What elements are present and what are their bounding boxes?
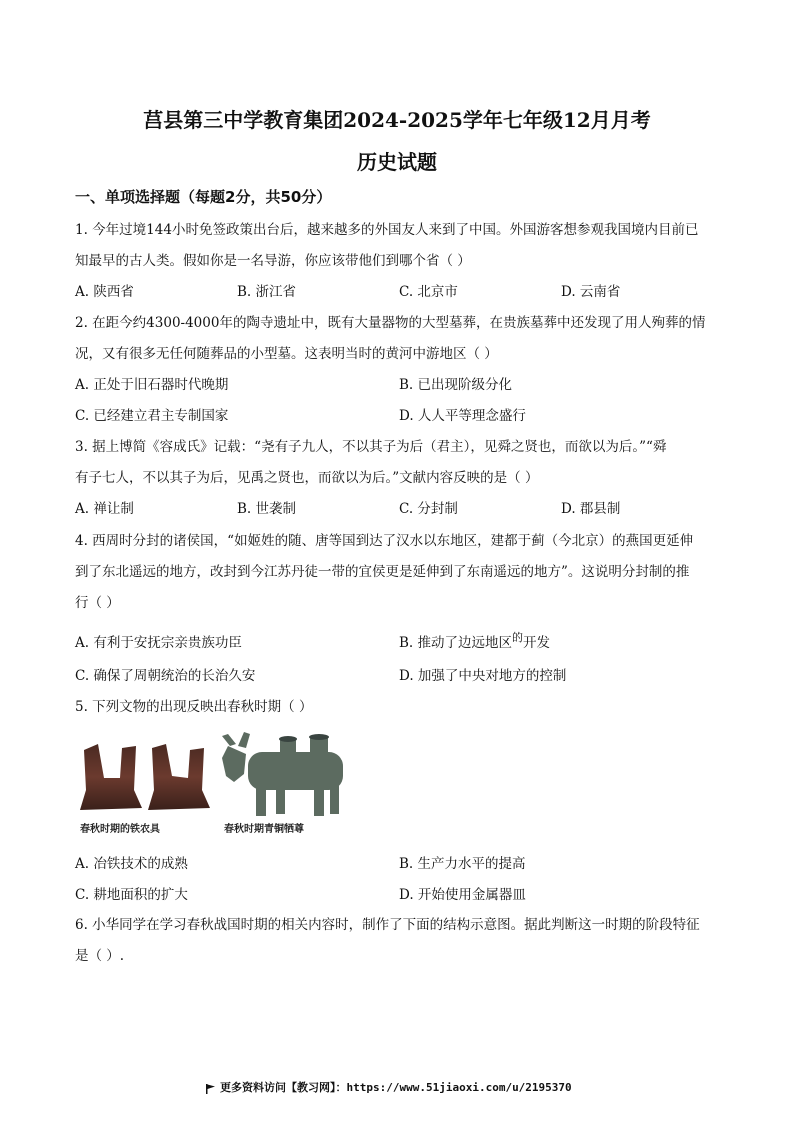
q4-option-c: C. 确保了周朝统治的长治久安 [75,668,256,684]
q3-option-b: B. 世袭制 [237,501,297,517]
q3-option-a: A. 禅让制 [75,501,134,517]
q1-option-b: B. 浙江省 [237,284,297,300]
q4-stem-line3: 行（ ） [75,595,120,611]
bronze-ox-drawing [218,724,358,822]
fig1-caption: 春秋时期的铁农具 [80,824,160,835]
flag-icon [205,1080,217,1092]
q3-option-d: D. 郡县制 [561,501,621,517]
q2-option-b: B. 已出现阶级分化 [399,377,513,393]
q2-option-a: A. 正处于旧石器时代晚期 [75,377,229,393]
q1-option-a: A. 陕西省 [75,284,134,300]
q5-option-a: A. 冶铁技术的成熟 [75,856,188,872]
q4-option-a: A. 有利于安抚宗亲贵族功臣 [75,635,242,651]
exam-subtitle: 历史试题 [357,150,437,174]
q4-option-b-sup: 的 [512,631,524,644]
q2-option-c: C. 已经建立君主专制国家 [75,408,229,424]
q5-option-d: D. 开始使用金属器皿 [399,887,526,903]
q2-stem-line1: 2. 在距今约4300-4000年的陶寺遗址中，既有大量器物的大型墓葬，在贵族墓葬中还发现了用人殉葬的情 [75,315,706,331]
q4-stem-line2: 到了东北遥远的地方，改封到今江苏丹徒一带的宜侯更是延伸到了东南遥远的地方”。这说明分封制的推 [75,564,690,580]
q2-stem-line2: 况，又有很多无任何随葬品的小型墓。这表明当时的黄河中游地区（ ） [75,346,498,362]
iron-tools-drawing [76,738,216,818]
section-heading: 一、单项选择题（每题2分，共50分） [75,188,332,206]
fig2-caption: 春秋时期青铜牺尊 [224,824,304,835]
iron-farm-tools-image [76,738,216,818]
q1-option-c: C. 北京市 [399,284,458,300]
q5-stem-line1: 5. 下列文物的出现反映出春秋时期（ ） [75,699,313,715]
q2-option-d: D. 人人平等理念盛行 [399,408,526,424]
q4-option-d: D. 加强了中央对地方的控制 [399,668,567,684]
q5-option-b: B. 生产力水平的提高 [399,856,526,872]
q6-stem-line1: 6. 小华同学在学习春秋战国时期的相关内容时，制作了下面的结构示意图。据此判断这一时期的阶段特征 [75,917,700,933]
q4-stem-line1: 4. 西周时分封的诸侯国，“如姬姓的随、唐等国到达了汉水以东地区，建都于蓟（今北京）的燕国更延伸 [75,533,694,549]
q1-stem-line1: 1. 今年过境144小时免签政策出台后，越来越多的外国友人来到了中国。外国游客想参观我国境内目前已 [75,222,699,238]
q5-option-c: C. 耕地面积的扩大 [75,887,188,903]
q3-option-c: C. 分封制 [399,501,458,517]
q4-option-b [399,631,550,651]
q4-option-b-post: 开发 [523,635,551,651]
q1-option-d: D. 云南省 [561,284,621,300]
bronze-ox-vessel-image [218,724,358,822]
q3-stem-line2: 有子七人，不以其子为后，见禹之贤也，而欲以为后。”文献内容反映的是（ ） [75,470,539,486]
q1-stem-line2: 知最早的古人类。假如你是一名导游，你应该带他们到哪个省（ ） [75,253,471,269]
q4-option-b-pre: B. 推动了边远地区 [399,635,513,651]
footer-link[interactable]: 更多资料访问【教习网】：https://www.51jiaoxi.com/u/2195370 [220,1081,572,1094]
q6-stem-line2: 是（ ）. [75,948,125,964]
q3-stem-line1: 3. 据上博简《容成氏》记载：“尧有子九人，不以其子为后（君主），见舜之贤也，而欲以为后。”“舜 [75,439,667,455]
exam-title: 莒县第三中学教育集团2024-2025学年七年级12月月考 [143,108,651,132]
